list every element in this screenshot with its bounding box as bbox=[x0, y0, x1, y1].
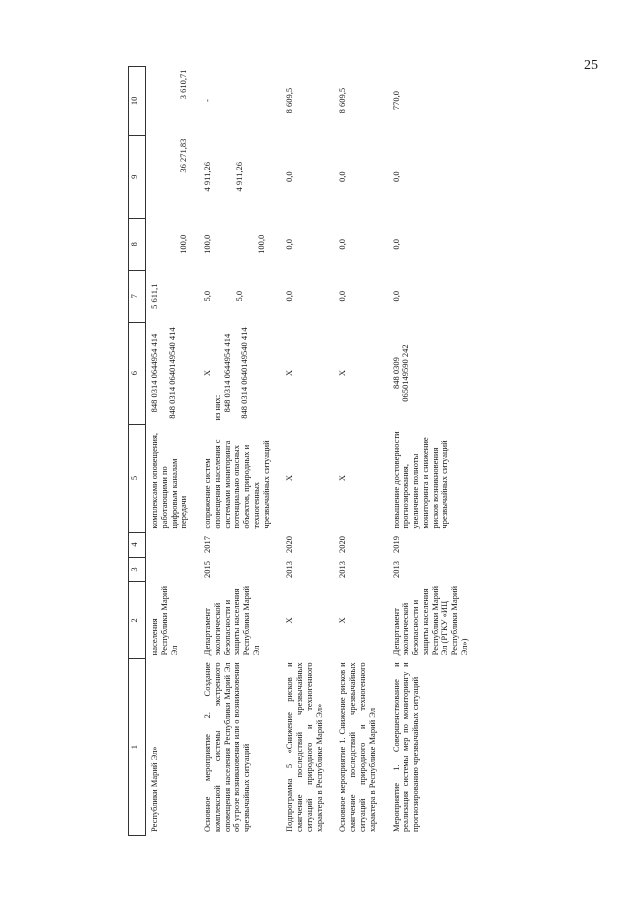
cell-budget-code: X bbox=[337, 370, 348, 377]
cell-value-7: 0,0 bbox=[284, 290, 295, 302]
cell-start-year bbox=[146, 557, 200, 582]
value-9b: 4 911,26 bbox=[233, 162, 244, 192]
cell-value-9: 0,0 bbox=[337, 171, 348, 183]
cell-start-year: 2013 bbox=[390, 560, 401, 578]
header-cell: 3 bbox=[129, 557, 146, 582]
cell-name: Подпрограмма 5 «Снижение рисков и смягчение последствий чрезвычайных ситуаций природного и техногенного характера в Республике Марий Эл» bbox=[284, 662, 324, 832]
cell-start-year: 2015 bbox=[202, 560, 213, 578]
cell-value-8: 0,0 bbox=[337, 238, 348, 250]
header-cell: 9 bbox=[129, 135, 146, 218]
cell-value-9 bbox=[199, 135, 281, 218]
cell-value-8: 100,0 bbox=[178, 234, 189, 254]
budget-code-a: 848 0309 bbox=[390, 357, 401, 390]
cell-value-7: 5 611,1 bbox=[149, 283, 159, 309]
value-9a: 4 911,26 bbox=[202, 162, 213, 192]
header-cell: 6 bbox=[129, 322, 146, 424]
header-cell: 4 bbox=[129, 532, 146, 557]
cell-result: X bbox=[284, 474, 295, 482]
value-7a: 5,0 bbox=[202, 290, 213, 302]
value-8a: 100,0 bbox=[202, 234, 213, 254]
budget-code-b: 0650149590 242 bbox=[400, 344, 411, 402]
cell-value-9: 0,0 bbox=[390, 171, 401, 183]
header-cell: 5 bbox=[129, 424, 146, 532]
cell-executor: Департамент экологической безопасности и защиты населения Республики Марий Эл bbox=[202, 585, 261, 656]
cell-value-9: 36 271,83 bbox=[178, 138, 189, 173]
cell-executor: населения Республики Марий Эл bbox=[149, 585, 179, 656]
cell-end-year bbox=[146, 532, 200, 557]
budget-code-b: 848 0314 0640149540 414 bbox=[166, 327, 177, 419]
cell-result: сопряжение систем оповещения населения с системами мониторинга потенциально опасных объектов, природных и техногенных чрезвычайных ситуаций bbox=[202, 439, 271, 529]
cell-value-7 bbox=[199, 270, 281, 322]
cell-value-10: 8 609,5 bbox=[284, 87, 295, 114]
table-row bbox=[281, 67, 334, 836]
value-8b: 100,0 bbox=[255, 234, 266, 254]
header-cell: 7 bbox=[129, 270, 146, 322]
cell-name: Основное мероприятие 1. Снижение рисков и смягчение последствий чрезвычайных ситуаций природного и техногенного характера в Республике Марий Эл bbox=[337, 662, 377, 832]
cell-value-10: 8 609,5 bbox=[337, 87, 348, 114]
cell-budget-code: X bbox=[284, 370, 295, 377]
cell-value-8 bbox=[199, 218, 281, 270]
cell-end-year: 2017 bbox=[202, 536, 213, 554]
cell-result: повышение достоверности прогнозирования, увеличение полноты мониторинга и снижение рисков возникновения чрезвычайных ситуаций bbox=[390, 431, 450, 529]
cell-end-year: 2020 bbox=[284, 536, 295, 554]
cell-value-10: - bbox=[202, 99, 213, 102]
table-header bbox=[129, 67, 146, 836]
cell-result: X bbox=[337, 474, 348, 482]
table-row bbox=[146, 67, 200, 836]
page-number: 25 bbox=[584, 58, 598, 73]
cell-value-10: 3 610,71 bbox=[178, 69, 189, 100]
cell-value-7: 0,0 bbox=[337, 290, 348, 302]
cell-executor: Департамент экологической безопасности и защиты населения Республики Марий Эл (РГКУ «ИЦ Республики Марий Эл») bbox=[390, 585, 469, 656]
cell-name: Мероприятие 1. Совершенствование и реализация системы мер по мониторингу и прогнозированию чрезвычайных ситуаций bbox=[390, 662, 421, 832]
cell-budget-code bbox=[388, 322, 480, 424]
cell-value-8: 0,0 bbox=[390, 238, 401, 250]
cell-value-10: 770,0 bbox=[390, 91, 401, 111]
cell-end-year: 2020 bbox=[337, 536, 348, 554]
cell-start-year: 2013 bbox=[337, 560, 348, 578]
budget-code-b: 848 0314 0640149540 414 bbox=[239, 327, 250, 419]
cell-value-8: 0,0 bbox=[284, 238, 295, 250]
cell-name: Основное мероприятие 2. Создание комплексной системы экстренного оповещения населения Республики Марий Эл об угрозе возникновения или о возникновении чрезвычайных ситуаций bbox=[202, 662, 252, 832]
rotated-table-page bbox=[128, 66, 598, 836]
budget-code-a: 848 0314 0644954 414 bbox=[221, 333, 232, 413]
value-7b: 5,0 bbox=[233, 290, 244, 302]
cell-start-year: 2013 bbox=[284, 560, 295, 578]
header-cell: 8 bbox=[129, 218, 146, 270]
header-cell: 10 bbox=[129, 67, 146, 136]
budget-code-label: из них: bbox=[211, 394, 222, 421]
cell-name: Республики Марий Эл» bbox=[149, 746, 159, 832]
program-table bbox=[128, 66, 480, 836]
header-cell: 2 bbox=[129, 582, 146, 659]
cell-executor: X bbox=[337, 617, 348, 624]
cell-budget-code bbox=[199, 322, 281, 424]
budget-code-a: 848 0314 0644954 414 bbox=[149, 333, 159, 413]
cell-result: комплексами оповещения, работающими по цифровым каналам передачи bbox=[149, 432, 189, 529]
cell-value-7: 0,0 bbox=[390, 290, 401, 302]
table-row bbox=[199, 67, 281, 836]
table-row bbox=[388, 67, 480, 836]
header-cell: 1 bbox=[129, 659, 146, 836]
cell-value-9: 0,0 bbox=[284, 171, 295, 183]
table-row bbox=[334, 67, 387, 836]
budget-code-x: X bbox=[202, 370, 213, 377]
cell-executor: X bbox=[284, 617, 295, 624]
cell-budget-code bbox=[146, 322, 200, 424]
cell-end-year: 2019 bbox=[390, 536, 401, 554]
